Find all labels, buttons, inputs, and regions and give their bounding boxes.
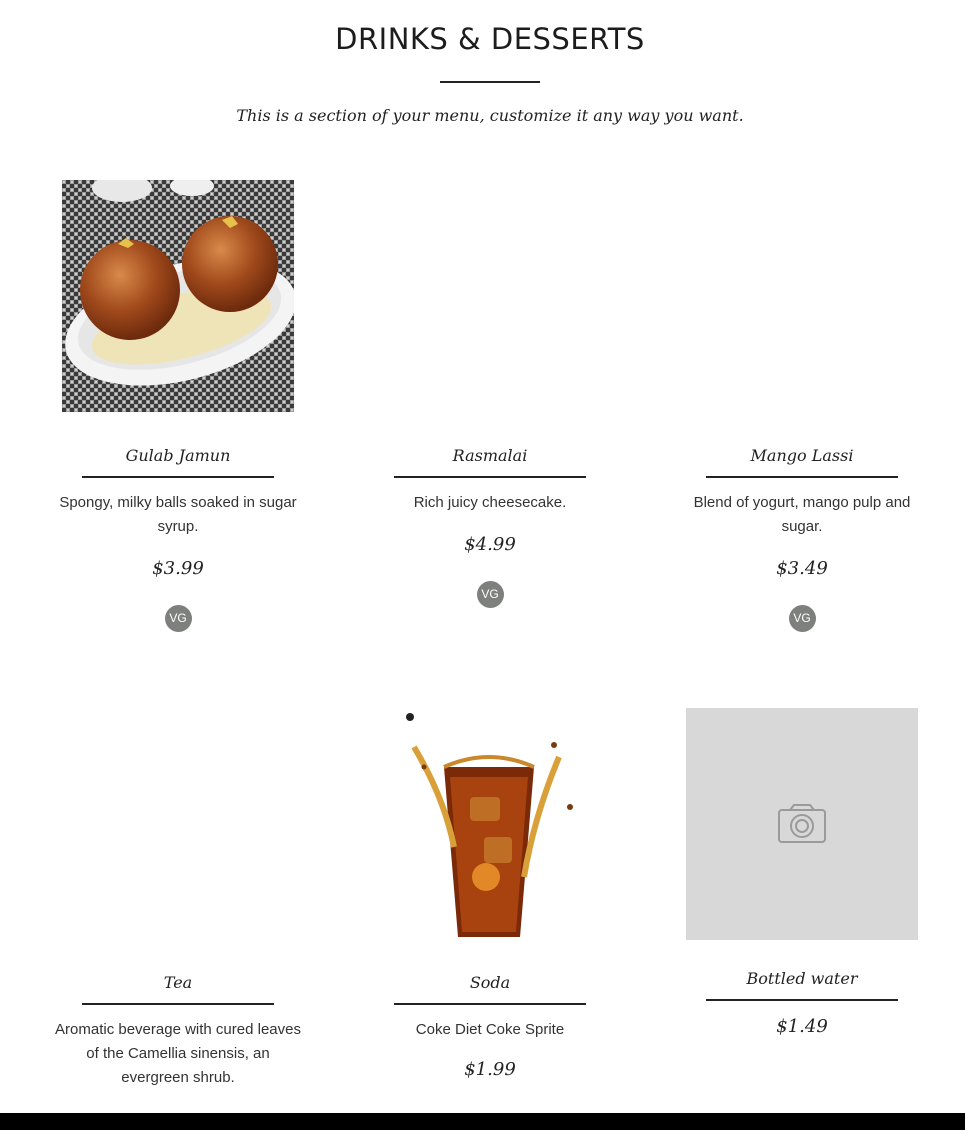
item-price: $4.99 [464, 534, 516, 555]
item-divider [706, 999, 898, 1001]
vegan-badge: VG [789, 605, 816, 632]
item-name: Soda [469, 973, 511, 992]
item-name: Mango Lassi [750, 446, 854, 465]
item-name: Rasmalai [452, 446, 528, 465]
soda-image [374, 707, 606, 939]
footer-bar [0, 1113, 965, 1130]
item-description: Blend of yogurt, mango pulp and sugar. [693, 494, 911, 535]
bottled-water-image-placeholder [686, 708, 918, 940]
item-price: $3.99 [152, 558, 204, 579]
item-price: $3.49 [776, 558, 828, 579]
item-divider [706, 476, 898, 478]
vegan-badge: VG [477, 581, 504, 608]
menu-item-tea [48, 971, 308, 1090]
menu-item-rasmalai [360, 444, 620, 608]
vegan-badge: VG [165, 605, 192, 632]
menu-item-soda [360, 971, 620, 1084]
item-divider [394, 476, 586, 478]
title-divider [440, 81, 540, 83]
gulab-jamun-image [62, 180, 294, 412]
item-name: Tea [163, 973, 193, 992]
item-name: Gulab Jamun [125, 446, 231, 465]
item-divider [82, 1003, 274, 1005]
item-price: $1.99 [464, 1059, 516, 1080]
item-description: Coke Diet Coke Sprite [415, 1021, 565, 1038]
item-divider [394, 1003, 586, 1005]
camera-icon [686, 708, 918, 940]
item-description: Rich juicy cheesecake. [413, 494, 567, 511]
section-title: DRINKS & DESSERTS [335, 22, 645, 56]
item-divider [82, 476, 274, 478]
item-description: Aromatic beverage with cured leaves of the Camellia sinensis, an evergreen shrub. [55, 1021, 301, 1086]
menu-item-bottled-water [672, 967, 932, 1041]
section-subtitle: This is a section of your menu, customize it any way you want. [236, 106, 744, 125]
menu-item-gulab-jamun [48, 444, 308, 632]
item-name: Bottled water [746, 969, 858, 988]
menu-item-mango-lassi [672, 444, 932, 632]
item-price: $1.49 [776, 1016, 828, 1037]
item-description: Spongy, milky balls soaked in sugar syrup. [59, 494, 297, 535]
